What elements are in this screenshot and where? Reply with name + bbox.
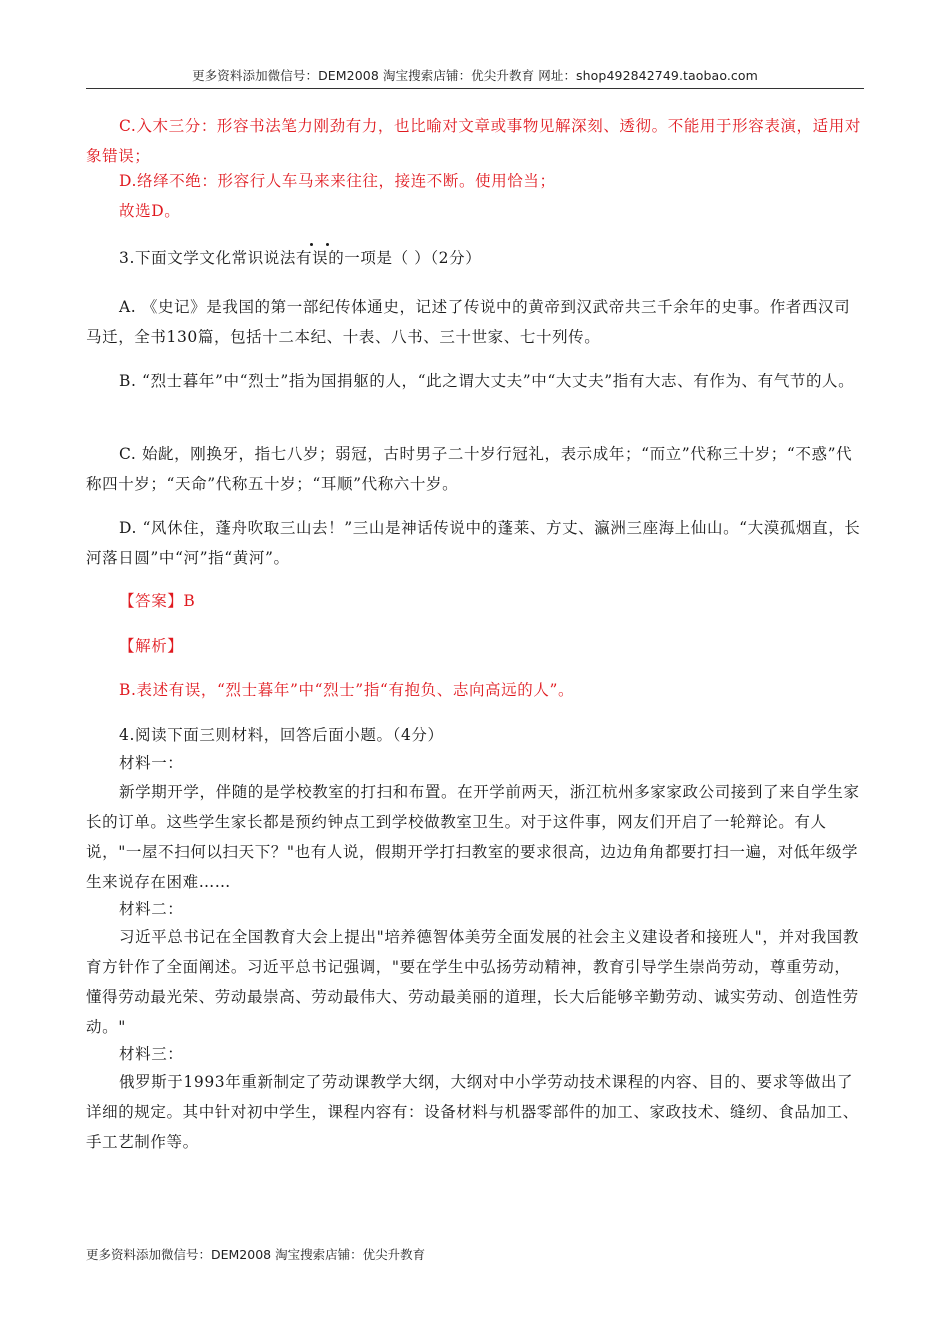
page-header: 更多资料添加微信号：DEM2008 淘宝搜索店铺：优尖升教育 网址：shop492842749.taobao.com: [192, 68, 758, 83]
q3-option-d: D. “风休住，蓬舟吹取三山去！”三山是神话传说中的蓬莱、方丈、瀛洲三座海上仙山。“大漠孤烟直，长河落日圆”中“河”指“黄河”。: [86, 519, 861, 567]
q3-option-b: B. “烈士暮年”中“烈士”指为国捐躯的人，“此之谓大丈夫”中“大丈夫”指有大志、有作为、有气节的人。: [119, 372, 855, 390]
page-footer: 更多资料添加微信号：DEM2008 淘宝搜索店铺：优尖升教育: [86, 1247, 426, 1262]
q3-option-a: A. 《史记》是我国的第一部纪传体通史，记述了传说中的黄帝到汉武帝共三千余年的史事。作者西汉司马迁，全书130篇，包括十二本纪、十表、八书、三十世家、七十列传。: [86, 298, 851, 346]
emphasis-dot: [310, 243, 313, 246]
q2-analysis-c: C.入木三分：形容书法笔力刚劲有力，也比喻对文章或事物见解深刻、透彻。不能用于形容表演，适用对象错误；: [86, 117, 861, 165]
q4-material-1-label: 材料一：: [119, 754, 184, 772]
header-divider: [86, 88, 864, 89]
q2-conclusion: 故选D。: [119, 202, 181, 220]
q3-stem: 3.下面文学文化常识说法有误的一项是（ ）（2分）: [119, 249, 482, 267]
q3-analysis-label: 【解析】: [119, 637, 184, 655]
q4-material-2-text: 习近平总书记在全国教育大会上提出"培养德智体美劳全面发展的社会主义建设者和接班人"，并对我国教育方针作了全面阐述。习近平总书记强调，"要在学生中弘扬劳动精神，教育引导学生崇尚劳动，尊重劳动，懂得劳动最光荣、劳动最崇高、劳动最伟大、劳动最美丽的道理，长大后能够辛勤劳动、诚实劳动、创造性劳动。": [86, 928, 859, 1036]
q2-analysis-d: D.络绎不绝：形容行人车马来来往往，接连不断。使用恰当；: [119, 172, 556, 190]
q4-material-3-label: 材料三：: [119, 1045, 184, 1063]
q4-material-2-label: 材料二：: [119, 900, 184, 918]
q3-option-c: C. 始龀，刚换牙，指七八岁；弱冠，古时男子二十岁行冠礼，表示成年；“而立”代称三十岁；“不惑”代称四十岁；“天命”代称五十岁；“耳顺”代称六十岁。: [86, 445, 853, 493]
q4-material-1-text: 新学期开学，伴随的是学校教室的打扫和布置。在开学前两天，浙江杭州多家家政公司接到了来自学生家长的订单。这些学生家长都是预约钟点工到学校做教室卫生。对于这件事，网友们开启了一轮辩论。有人说，"一屋不扫何以扫天下？"也有人说，假期开学打扫教室的要求很高，边边角角都要打扫一遍，对低年级学生来说存在困难……: [86, 783, 860, 891]
q4-material-3-text: 俄罗斯于1993年重新制定了劳动课教学大纲，大纲对中小学劳动技术课程的内容、目的、要求等做出了详细的规定。其中针对初中学生，课程内容有：设备材料与机器零部件的加工、家政技术、缝纫、食品加工、手工艺制作等。: [86, 1073, 859, 1151]
q4-stem: 4.阅读下面三则材料，回答后面小题。（4分）: [119, 726, 444, 744]
q3-answer: 【答案】B: [119, 592, 196, 610]
emphasis-dot: [326, 243, 329, 246]
q3-analysis: B.表述有误，“烈士暮年”中“烈士”指“有抱负、志向高远的人”。: [119, 681, 575, 699]
